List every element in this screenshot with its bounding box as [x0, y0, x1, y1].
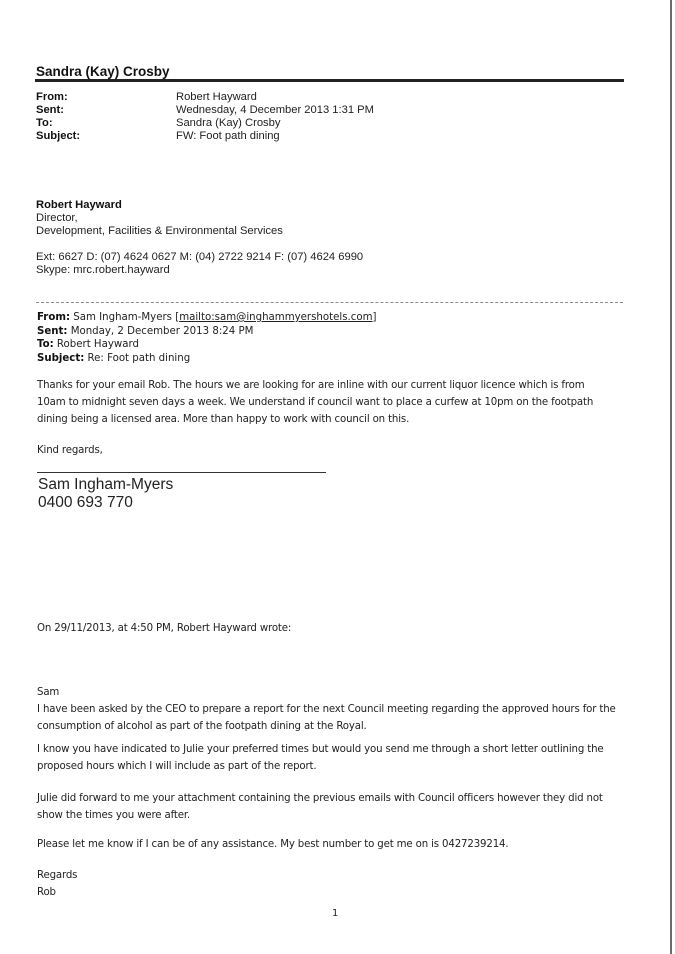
header-value: Wednesday, 4 December 2013 1:31 PM: [176, 104, 374, 116]
text-line: dining being a licensed area. More than happy to work with council on this.: [37, 414, 410, 425]
sender-signature: [36, 199, 363, 277]
bracket-close: ]: [372, 312, 377, 323]
forwarded-subject-label: Subject:: [37, 352, 85, 364]
header-label: From:: [36, 91, 68, 103]
reply-closing: Kind regards,: [37, 445, 103, 456]
header-row-sent: [36, 104, 374, 117]
header-value: FW: Foot path dining: [176, 130, 280, 142]
reply-signature-name: Sam Ingham-Myers: [38, 476, 174, 493]
quoted-intro: On 29/11/2013, at 4:50 PM, Robert Hayward wrote:: [37, 623, 292, 634]
header-label: To:: [36, 117, 53, 129]
text-line: consumption of alcohol as part of the footpath dining at the Royal.: [37, 721, 367, 732]
forwarded-subject-value: Re: Foot path dining: [87, 352, 191, 364]
mailbox-owner-name: Sandra (Kay) Crosby: [36, 64, 170, 79]
header-row-to: [36, 117, 374, 130]
signature-rule: [37, 472, 326, 473]
header-label: Sent:: [36, 104, 64, 116]
forwarded-sent-label: Sent:: [37, 325, 68, 337]
forwarded-from-label: From:: [37, 312, 71, 323]
header-value: Robert Hayward: [176, 91, 257, 103]
text-line: I have been asked by the CEO to prepare a report for the next Council meeting regarding the approved hours for the: [37, 704, 616, 715]
signature-contacts: Ext: 6627 D: (07) 4624 0627 M: (04) 2722 9214 F: (07) 4624 6990: [36, 251, 364, 263]
forwarded-to-label: To:: [37, 339, 54, 350]
reply-signature-phone: 0400 693 770: [38, 494, 133, 511]
signature-department: Development, Facilities & Environmental Services: [36, 225, 283, 237]
original-message-p1: [37, 684, 637, 735]
signature-name: Robert Hayward: [36, 199, 122, 211]
header-row-subject: [36, 130, 374, 143]
forwarded-header: [37, 311, 377, 365]
header-label: Subject:: [36, 130, 81, 142]
signoff: Rob: [37, 887, 56, 898]
original-message-p3: [37, 790, 637, 824]
forwarded-subject: [37, 352, 377, 366]
original-message-closing: [37, 867, 637, 901]
forwarded-from-value: Sam Ingham-Myers [: [73, 312, 180, 323]
header-row-from: [36, 91, 374, 104]
forwarded-sent: [37, 325, 377, 339]
email-header: [36, 91, 374, 143]
page-edge-line: [670, 0, 672, 954]
greeting: Sam: [37, 687, 60, 698]
forwarded-sent-value: Monday, 2 December 2013 8:24 PM: [70, 325, 254, 337]
text-line: Thanks for your email Rob. The hours we are looking for are inline with our current liquor licence which is from: [37, 380, 585, 391]
text-line: show the times you were after.: [37, 810, 191, 821]
forwarded-to: [37, 338, 377, 352]
text-line: 10am to midnight seven days a week. We understand if council want to place a curfew at 10pm on the footpath: [37, 397, 594, 408]
text-line: proposed hours which I will include as part of the report.: [37, 761, 317, 772]
text-line: Julie did forward to me your attachment containing the previous emails with Council officers however they did not: [37, 793, 603, 804]
signature-title: Director,: [36, 212, 78, 224]
signature-skype: Skype: mrc.robert.hayward: [36, 264, 170, 276]
original-message-p4: Please let me know if I can be of any assistance. My best number to get me on is 0427239214.: [37, 839, 509, 850]
original-message-p2: [37, 741, 637, 775]
text-line: I know you have indicated to Julie your preferred times but would you send me through a short letter outlining the: [37, 744, 604, 755]
header-value: Sandra (Kay) Crosby: [176, 117, 281, 129]
owner-divider: [35, 79, 624, 82]
closing: Regards: [37, 870, 78, 881]
reply-signature: [38, 476, 173, 512]
mailto-link[interactable]: mailto:sam@inghammyershotels.com: [179, 312, 373, 323]
reply-paragraph: [37, 377, 637, 428]
forwarded-to-value: Robert Hayward: [56, 339, 139, 350]
forwarded-from: [37, 311, 377, 325]
forward-divider: [36, 302, 623, 303]
page-number: 1: [332, 908, 339, 919]
